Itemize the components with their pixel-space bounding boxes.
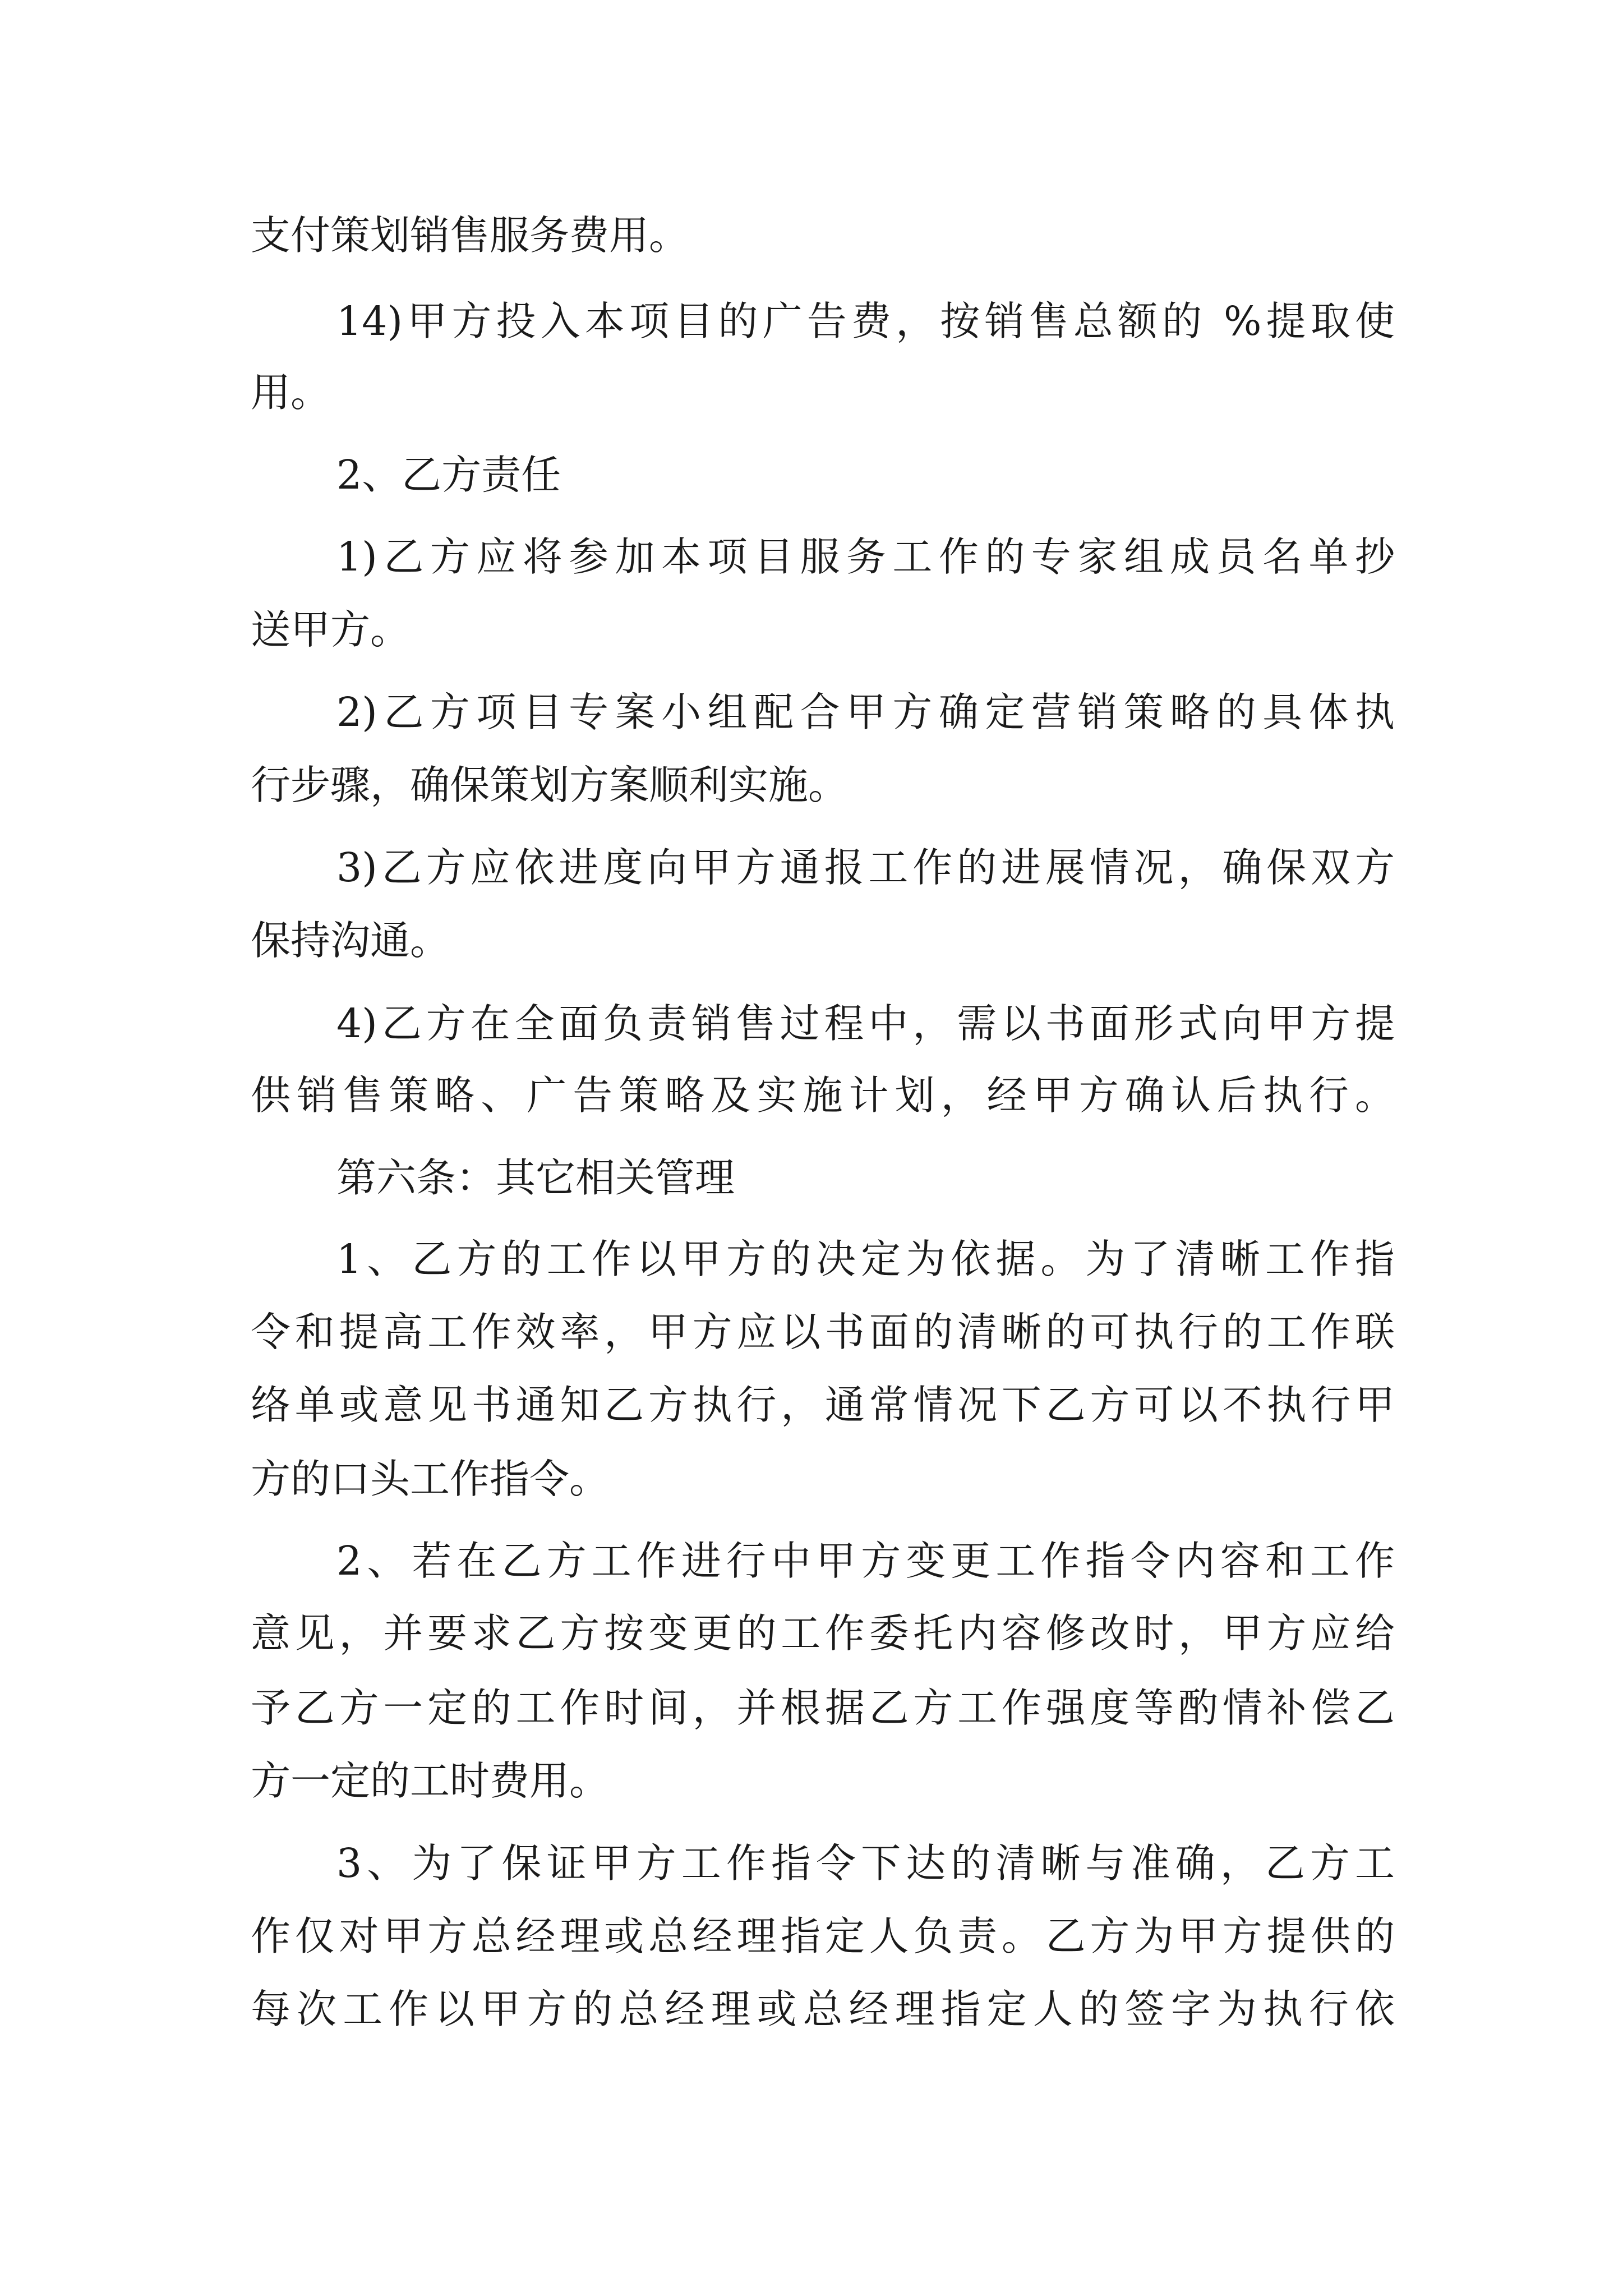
paragraph-line: 1)乙方应将参加本项目服务工作的专家组成员名单抄 [336, 533, 1395, 580]
paragraph-line: 2、若在乙方工作进行中甲方变更工作指令内容和工作 [336, 1538, 1395, 1584]
paragraph-line: 用。 [251, 369, 331, 416]
paragraph-line: 2)乙方项目专案小组配合甲方确定营销策略的具体执 [336, 689, 1395, 735]
paragraph-line: 令和提高工作效率，甲方应以书面的清晰的可执行的工作联 [251, 1309, 1395, 1355]
paragraph-line: 支付策划销售服务费用。 [251, 212, 689, 259]
paragraph-line: 行步骤，确保策划方案顺利实施。 [251, 762, 849, 808]
paragraph-line: 络单或意见书通知乙方执行，通常情况下乙方可以不执行甲 [251, 1382, 1395, 1428]
paragraph-line: 14)甲方投入本项目的广告费，按销售总额的 %提取使 [336, 298, 1395, 344]
paragraph-line: 意见，并要求乙方按变更的工作委托内容修改时，甲方应给 [251, 1610, 1395, 1657]
paragraph-line: 供销售策略、广告策略及实施计划，经甲方确认后执行。 [251, 1072, 1395, 1119]
paragraph-line: 予乙方一定的工作时间，并根据乙方工作强度等酌情补偿乙 [251, 1685, 1395, 1731]
paragraph-line: 作仅对甲方总经理或总经理指定人负责。乙方为甲方提供的 [251, 1913, 1395, 1959]
paragraph-line: 3)乙方应依进度向甲方通报工作的进展情况，确保双方 [336, 844, 1395, 891]
paragraph-line: 4)乙方在全面负责销售过程中，需以书面形式向甲方提 [336, 1000, 1395, 1047]
section-heading: 第六条：其它相关管理 [336, 1154, 735, 1201]
paragraph-line: 方的口头工作指令。 [251, 1456, 610, 1502]
paragraph-line: 保持沟通。 [251, 917, 450, 964]
paragraph-line: 3、为了保证甲方工作指令下达的清晰与准确，乙方工 [336, 1840, 1395, 1887]
paragraph-line: 1、乙方的工作以甲方的决定为依据。为了清晰工作指 [336, 1236, 1395, 1282]
paragraph-line: 方一定的工时费用。 [251, 1757, 610, 1804]
paragraph-line: 每次工作以甲方的总经理或总经理指定人的签字为执行依 [251, 1986, 1395, 2032]
paragraph-line: 送甲方。 [251, 606, 411, 653]
section-heading: 2、乙方责任 [336, 452, 561, 498]
